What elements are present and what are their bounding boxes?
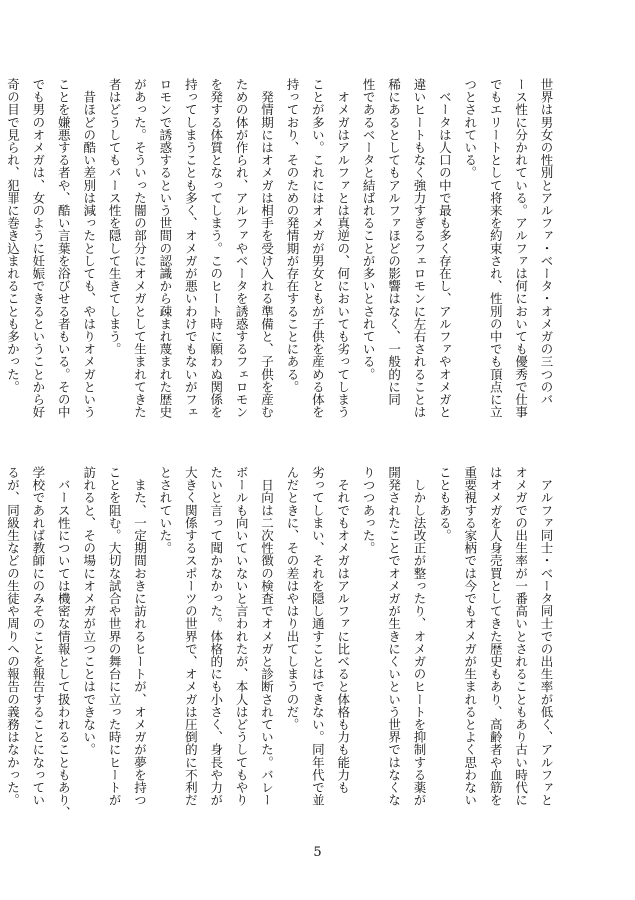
text-line: があった。そういった闇の部分にオメガとして生まれてきた <box>132 78 148 419</box>
text-line: オメガはアルファとは真逆の、何においても劣ってしまう <box>335 78 351 419</box>
text-line: るが、同級生などの生徒や周りへの報告の義務はなかった。 <box>5 466 21 807</box>
text-block-top <box>5 78 559 420</box>
text-line: 訪れると、その場にオメガが立つことはできない。 <box>81 466 97 756</box>
text-line: 劣ってしまい、それを隠し通すことはできない。同年代で並 <box>310 466 326 807</box>
text-line: 持ってしまうことも多く、オメガが悪いわけでもないがフェ <box>183 78 199 419</box>
text-line: バース性については機密な情報として扱われることもあり、 <box>56 466 72 819</box>
text-line: オメガでの出生率が一番高いとされることもあり古い時代に <box>513 466 529 807</box>
text-line: でもエリートとして将来を約束され、性別の中でも頂点に立 <box>488 78 504 419</box>
text-line: つとされている。 <box>462 78 478 179</box>
text-line: でも男のオメガは、女のように妊娠できるということから好 <box>30 78 46 419</box>
text-line: 学校であれば教師にのみそのことを報告することになってい <box>30 466 46 807</box>
text-line: ロモンで誘惑するという世間の認識から疎まれ蔑まれた歴史 <box>157 78 173 419</box>
text-line: 発情期にはオメガは相手を受け入れる準備と、子供を産む <box>259 78 275 419</box>
text-block-bottom <box>5 466 559 819</box>
text-line: アルファ同士・ベータ同士での出生率が低く、アルファと <box>539 466 554 807</box>
text-line: ベータは人口の中で最も多く存在し、アルファやオメガと <box>437 78 453 419</box>
text-line: ことを嫌悪する者や、酷い言葉を浴びせる者もいる。その中 <box>56 78 72 419</box>
text-line: はオメガを人身売買としてきた歴史もあり、高齢者や血筋を <box>488 466 504 807</box>
text-line: また、一定期間おきに訪れるヒートが、オメガが夢を持つ <box>132 466 148 807</box>
text-line: 者はどうしてもバース性を隠して生きてしまう。 <box>107 78 123 356</box>
text-line: ボールも向いていないと言われたが、本人はどうしてもやり <box>234 466 250 807</box>
text-line: こともある。 <box>437 466 453 542</box>
text-line: りつつあった。 <box>361 466 377 555</box>
text-line: を発する体質となってしまう。このヒート時に願わぬ関係を <box>208 78 224 419</box>
text-line: 重要視する家柄では今でもオメガが生まれるとよく思わない <box>462 466 478 807</box>
text-line: 開発されたことでオメガが生きにくいという世界ではなくな <box>386 466 402 807</box>
text-line: ことが多い。これにはオメガが男女ともが子供を産める体を <box>310 78 326 419</box>
text-line: 違いヒートもなく強力すぎるフェロモンに左右されることは <box>411 78 427 419</box>
text-line: んだときに、その差はやはり出てしまうのだ。 <box>284 466 300 731</box>
text-line: たいと言って聞かなかった。体格的にも小さく、身長や力が <box>208 466 224 807</box>
text-line: ことを阻む。大切な試合や世界の舞台に立った時にヒートが <box>107 466 123 807</box>
text-line: ース性に分かれている。アルファは何においても優秀で仕事 <box>513 78 529 419</box>
text-line: 世界は男女の性別とアルファ・ベータ・オメガの三つのバ <box>539 78 554 406</box>
text-line: それでもオメガはアルファに比べると体格も力も能力も <box>335 466 351 794</box>
text-line: ための体が作られ、アルファやベータを誘惑するフェロモン <box>234 78 250 419</box>
text-line: しかし法改正が整ったり、オメガのヒートを抑制する薬が <box>411 466 427 807</box>
text-line: 性であるベータと結ばれることが多いとされている。 <box>361 78 377 381</box>
text-line: とされていた。 <box>157 466 173 555</box>
text-line: 日向は二次性徴の検査でオメガと診断されていた。バレー <box>259 466 275 807</box>
text-line: 大きく関係するスポーツの世界で、オメガは圧倒的に不利だ <box>183 466 199 807</box>
text-line: 昔ほどの酷い差別は減ったとしても、やはりオメガという <box>81 78 97 419</box>
text-line: 稀にあるとしてもアルファほどの影響はなく、一般的に同 <box>386 78 402 406</box>
text-line: 持っており、そのための発情期が存在することにある。 <box>284 78 300 393</box>
page-number: 5 <box>313 845 322 860</box>
text-line: 奇の目で見られ、犯罪に巻き込まれることも多かった。 <box>5 78 21 393</box>
